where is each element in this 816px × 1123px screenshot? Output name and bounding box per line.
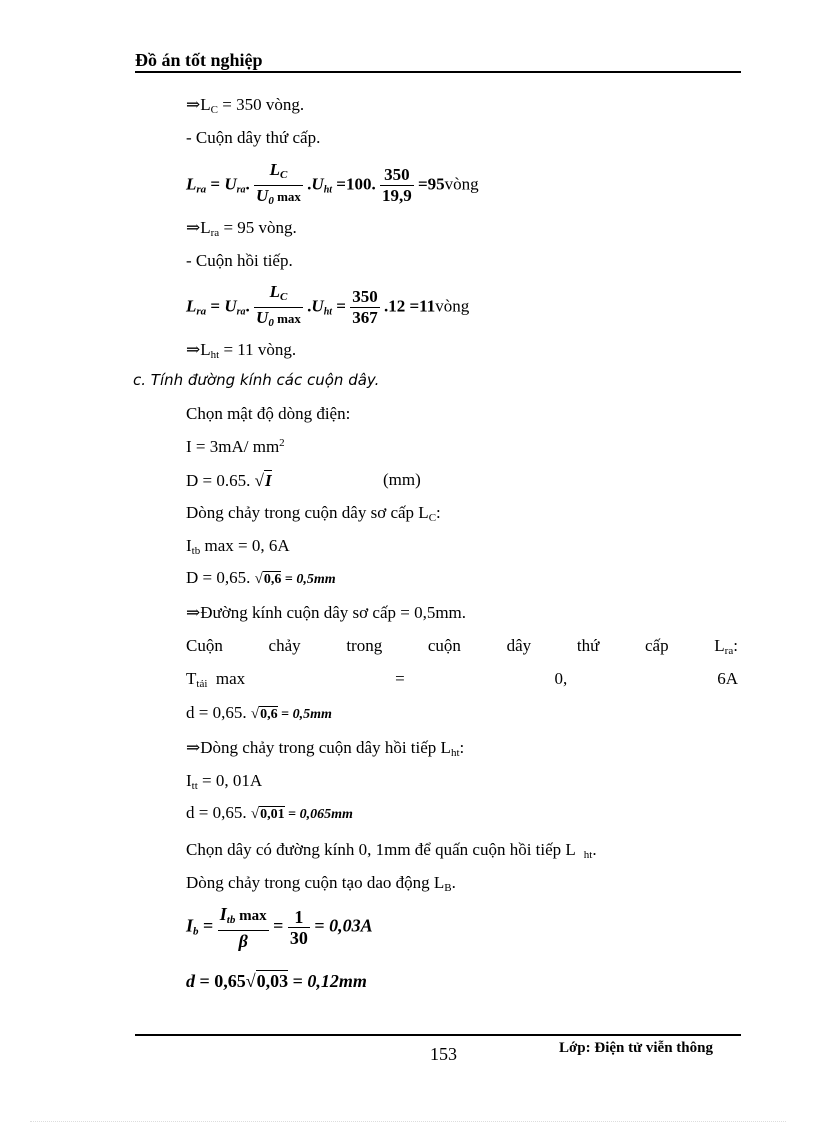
itt-line: [186, 771, 262, 792]
d-primary-prefix: D = 0,65.: [186, 568, 255, 587]
eq1-num: L: [269, 160, 280, 179]
eq1-fraction: [254, 160, 303, 211]
equation-lra-2: $L_{ra} = U_{ra}$. $\frac{L_C}{U_0 \max}$ $.U_{ht}$ = $\frac{350}{367}$ .12 =11vòng: [186, 282, 469, 333]
eq1-den: U: [256, 186, 269, 205]
d-feedback-line: d = 0,65. √0,01 = 0,065mm: [186, 803, 353, 822]
sqrt-i: I: [264, 471, 272, 490]
osc-current-sub: B: [444, 882, 452, 894]
eq2-den: U: [256, 308, 269, 327]
eq2-num: L: [269, 282, 280, 301]
eq1-unit: vòng: [444, 174, 479, 194]
itt-tail: = 0, 01A: [197, 771, 263, 790]
eq1-fden: 19,9: [381, 186, 412, 205]
sqrt-06-b: 0,6: [260, 707, 278, 722]
eq-d-lhs: d: [186, 971, 195, 991]
lra-sub: ra: [210, 227, 220, 239]
eq-ib-lhs-sub: b: [193, 925, 199, 938]
lc-result-line: [186, 95, 304, 116]
eq-ib-num-tail: max: [235, 908, 267, 924]
d-primary-line: D = 0,65. √0,6 = 0,5mm: [186, 568, 336, 587]
equation-ib: $I_b$ = $\frac{I_{tb} \max}{\beta}$ = $\frac{1}{30}$ = 0,03A: [186, 904, 373, 951]
eq2-unit: vòng: [435, 296, 470, 316]
current-density-line: [186, 437, 285, 457]
feedback-current-line: [186, 738, 464, 759]
word-6: thứ: [576, 636, 600, 655]
eq2-num-sub: C: [280, 291, 288, 303]
tload-sub: tải: [196, 678, 208, 690]
eq2-lhs-sub: ra: [196, 305, 207, 318]
word-8-sub: ra: [724, 645, 734, 657]
eq-ib-result: 0,03A: [329, 915, 373, 936]
eq2-den-tail: max: [273, 311, 301, 326]
eq-d-result: 0,12mm: [307, 971, 367, 991]
eq2-u2-sub: ht: [323, 306, 333, 318]
choose-density: Chọn mật độ dòng điện:: [186, 404, 351, 423]
page-number: 153: [430, 1044, 457, 1064]
tload-line: [186, 669, 738, 690]
feedback-current-sub: ht: [450, 747, 460, 759]
eq1-u2-sub: ht: [323, 184, 333, 196]
tload-eq: =: [395, 669, 405, 688]
eq1-den-tail: max: [273, 189, 301, 204]
eq1-lhs-sub: ra: [196, 183, 207, 196]
word-3: trong: [346, 636, 383, 655]
lra-result-line: [186, 218, 297, 239]
eq1-num-sub: C: [280, 169, 288, 181]
itt: I: [186, 771, 192, 790]
lra-tail: = 95 vòng.: [219, 218, 297, 237]
tload-t: T: [186, 669, 197, 688]
secondary-heading: - Cuộn dây thứ cấp.: [186, 128, 321, 147]
eq1-result: 95: [427, 174, 445, 194]
eq-d-coef: 0,65: [214, 971, 246, 991]
eq-ib-number-fraction: [288, 907, 310, 948]
word-8-tail: :: [733, 636, 738, 655]
feedback-current-tail: :: [459, 738, 465, 757]
itb-tail: max = 0, 6A: [200, 536, 290, 555]
word-4: cuộn: [427, 636, 461, 655]
page-header-title: Đồ án tốt nghiệp: [135, 50, 263, 70]
primary-current-tail: :: [436, 503, 441, 522]
primary-diameter-result: ⇒Đường kính cuộn dây sơ cấp = 0,5mm.: [186, 603, 467, 622]
eq-ib-fnum: 1: [288, 907, 310, 928]
tload-0: 0,: [554, 669, 568, 688]
lra-result: ⇒L: [186, 218, 211, 237]
itt-sub: tt: [191, 780, 198, 792]
eq-ib-lhs: I: [186, 915, 194, 936]
section-c-heading: c. Tính đường kính các cuộn dây.: [133, 371, 380, 389]
equation-lra-1: $L_{ra} = U_{ra}$. $\frac{L_C}{U_0 \max}$ $.U_{ht} =100$. $\frac{350}{19,9}$ =95vòng: [186, 160, 479, 211]
feedback-heading: - Cuộn hồi tiếp.: [186, 251, 293, 270]
eq2-u1-sub: ra: [236, 306, 246, 318]
osc-current: Dòng chảy trong cuộn tạo dao động L: [186, 873, 445, 892]
diameter-unit: (mm): [383, 470, 421, 489]
res-05-a: 0,5mm: [296, 572, 336, 587]
eq2-den-sub: 0: [268, 317, 274, 329]
itb: I: [186, 536, 192, 555]
osc-current-tail: .: [451, 873, 456, 892]
word-2: chảy: [268, 636, 301, 655]
itb-sub: tb: [191, 545, 201, 557]
eq2-fnum: 350: [352, 287, 378, 306]
primary-current-sub: C: [428, 512, 437, 524]
header-rule: [135, 71, 741, 73]
eq2-result: 11: [419, 296, 436, 316]
tload-t-group: [186, 669, 245, 690]
lht-result: ⇒L: [186, 340, 211, 359]
secondary-current-line: [186, 636, 738, 657]
eq1-number-fraction: [380, 165, 414, 206]
eq-ib-num-sub: tb: [226, 914, 236, 926]
choose-wire-tail: .: [592, 840, 597, 859]
eq1-k: 100: [345, 174, 372, 194]
sqrt-001: 0,01: [260, 807, 285, 822]
eq-d-rad: 0,03: [256, 971, 289, 991]
osc-current-line: [186, 873, 456, 894]
res-05-b: 0,5mm: [292, 707, 332, 722]
tload-max: max: [215, 669, 246, 688]
res-0065: 0,065mm: [299, 807, 353, 822]
primary-current-line: [186, 503, 441, 524]
word-7: cấp: [644, 636, 669, 655]
eq2-k: 12: [388, 296, 406, 316]
eq-ib-fraction: [218, 904, 269, 951]
choose-wire-line: [186, 840, 597, 861]
eq-ib-fden: 30: [289, 928, 308, 948]
itb-line: [186, 536, 290, 557]
eq1-u2: U: [311, 174, 324, 194]
choose-wire-sub: ht: [583, 849, 593, 861]
eq1-lhs: L: [186, 174, 197, 194]
lc-sub: C: [210, 104, 218, 116]
footer-rule: [135, 1034, 741, 1036]
primary-current: Dòng chảy trong cuộn dây sơ cấp L: [186, 503, 429, 522]
tload-6a: 6A: [717, 669, 738, 688]
eq-ib-den: β: [238, 931, 248, 951]
eq1-u1-sub: ra: [236, 184, 246, 196]
eq1-fnum: 350: [380, 165, 414, 186]
diameter-formula-line: D = 0.65. √I: [186, 471, 272, 490]
d-feedback-prefix: d = 0,65.: [186, 803, 251, 822]
d-secondary-line: d = 0,65. √0,6 = 0,5mm: [186, 703, 332, 722]
eq2-fden: 367: [352, 308, 378, 327]
eq2-lhs: L: [186, 296, 197, 316]
choose-wire: Chọn dây có đường kính 0, 1mm để quấn cuộn hồi tiếp L: [186, 840, 576, 859]
d-secondary-prefix: d = 0,65.: [186, 703, 251, 722]
eq1-u1: U: [224, 174, 237, 194]
class-label: Lớp: Điện tử viễn thông: [559, 1040, 713, 1056]
word-5: dây: [506, 636, 532, 655]
eq2-u1: U: [224, 296, 237, 316]
eq2-u2: U: [311, 296, 324, 316]
sqrt-06-a: 0,6: [263, 572, 282, 587]
word-8-group: [714, 636, 738, 657]
current-density-sup: 2: [279, 437, 285, 449]
equation-d: d = 0,65√0,03 = 0,12mm: [186, 971, 367, 991]
eq-ib-num: I: [219, 904, 227, 924]
current-density: I = 3mA/ mm: [186, 437, 280, 456]
lht-tail: = 11 vòng.: [219, 340, 297, 359]
bottom-dotted-rule: [30, 1121, 786, 1122]
word-8: L: [714, 636, 725, 655]
lht-sub: ht: [210, 349, 220, 361]
diameter-formula: D = 0.65.: [186, 471, 255, 490]
lc-result: ⇒L: [186, 95, 211, 114]
feedback-current: ⇒Dòng chảy trong cuộn dây hồi tiếp L: [186, 738, 451, 757]
eq2-fraction: [254, 282, 303, 333]
word-1: Cuộn: [186, 636, 223, 655]
eq1-den-sub: 0: [268, 195, 274, 207]
eq2-number-fraction: [350, 287, 380, 328]
lc-tail: = 350 vòng.: [217, 95, 305, 114]
lht-result-line: [186, 340, 296, 361]
